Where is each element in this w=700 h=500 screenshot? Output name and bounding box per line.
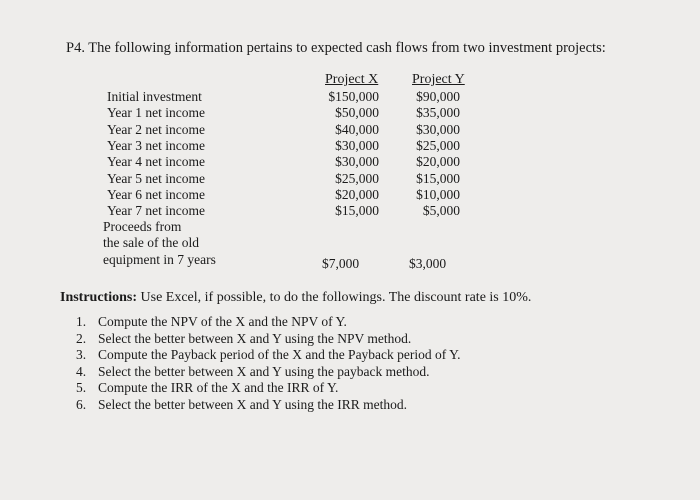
- row-value-x: $30,000: [335, 137, 379, 153]
- row-value-x: $15,000: [335, 203, 379, 219]
- row-label: Year 2 net income: [107, 121, 205, 137]
- instructions: [60, 290, 531, 306]
- column-header-project-y: Project Y: [412, 72, 465, 87]
- row-value-y: $35,000: [416, 105, 460, 121]
- task-text: Select the better between X and Y using the NPV method.: [98, 330, 412, 346]
- row-label: Year 7 net income: [107, 203, 205, 219]
- row-label: Initial investment: [107, 89, 202, 104]
- column-header-project-x: Project X: [325, 72, 379, 87]
- task-text: Compute the Payback period of the X and the Payback period of Y.: [98, 347, 461, 362]
- task-text: Compute the NPV of the X and the NPV of Y.: [98, 314, 347, 329]
- task-list: [76, 314, 461, 413]
- row-label: Year 6 net income: [107, 186, 205, 202]
- problem-title: P4. The following information pertains to expected cash flows from two investment projects:: [66, 40, 606, 56]
- task-number: 1.: [76, 314, 87, 329]
- proceeds-label-line1: Proceeds from: [103, 219, 182, 234]
- row-value-y: $5,000: [422, 203, 460, 219]
- row-value-y: $25,000: [416, 137, 460, 153]
- row-value-x: $30,000: [335, 154, 379, 170]
- task-number: 2.: [76, 330, 87, 346]
- row-value-y: $30,000: [416, 121, 460, 137]
- task-number: 4.: [76, 363, 87, 379]
- row-label: Year 4 net income: [107, 154, 205, 170]
- row-value-x: $40,000: [335, 121, 379, 137]
- proceeds-value-x: $7,000: [322, 256, 360, 271]
- task-text: Compute the IRR of the X and the IRR of Y.: [98, 380, 339, 395]
- proceeds-value-y: $3,000: [409, 256, 447, 271]
- row-value-x: $25,000: [335, 170, 379, 186]
- task-item: [76, 314, 461, 331]
- proceeds-label-line2: the sale of the old: [103, 235, 199, 250]
- task-number: 5.: [76, 380, 87, 395]
- proceeds-label-line3: equipment in 7 years: [103, 252, 216, 267]
- task-item: [76, 331, 461, 348]
- row-value-y: $15,000: [416, 170, 460, 186]
- row-value-y: $10,000: [416, 186, 460, 202]
- task-text: Select the better between X and Y using the IRR method.: [98, 396, 408, 412]
- task-number: 3.: [76, 347, 87, 362]
- row-value-x: $50,000: [335, 105, 379, 121]
- row-value-y: $20,000: [416, 154, 460, 170]
- row-label: Year 3 net income: [107, 137, 205, 153]
- row-value-y: $90,000: [416, 89, 460, 104]
- task-item: [76, 347, 461, 364]
- row-value-x: $20,000: [335, 186, 379, 202]
- row-value-x: $150,000: [328, 89, 379, 104]
- instructions-text: Use Excel, if possible, to do the followings. The discount rate is 10%.: [137, 290, 532, 305]
- instructions-label: Instructions:: [60, 290, 138, 305]
- task-item: [76, 380, 461, 397]
- row-label: Year 1 net income: [107, 105, 205, 121]
- row-label: Year 5 net income: [107, 170, 205, 186]
- task-item: [76, 364, 461, 381]
- task-text: Select the better between X and Y using the payback method.: [98, 363, 430, 379]
- task-number: 6.: [76, 396, 87, 412]
- task-item: [76, 397, 461, 414]
